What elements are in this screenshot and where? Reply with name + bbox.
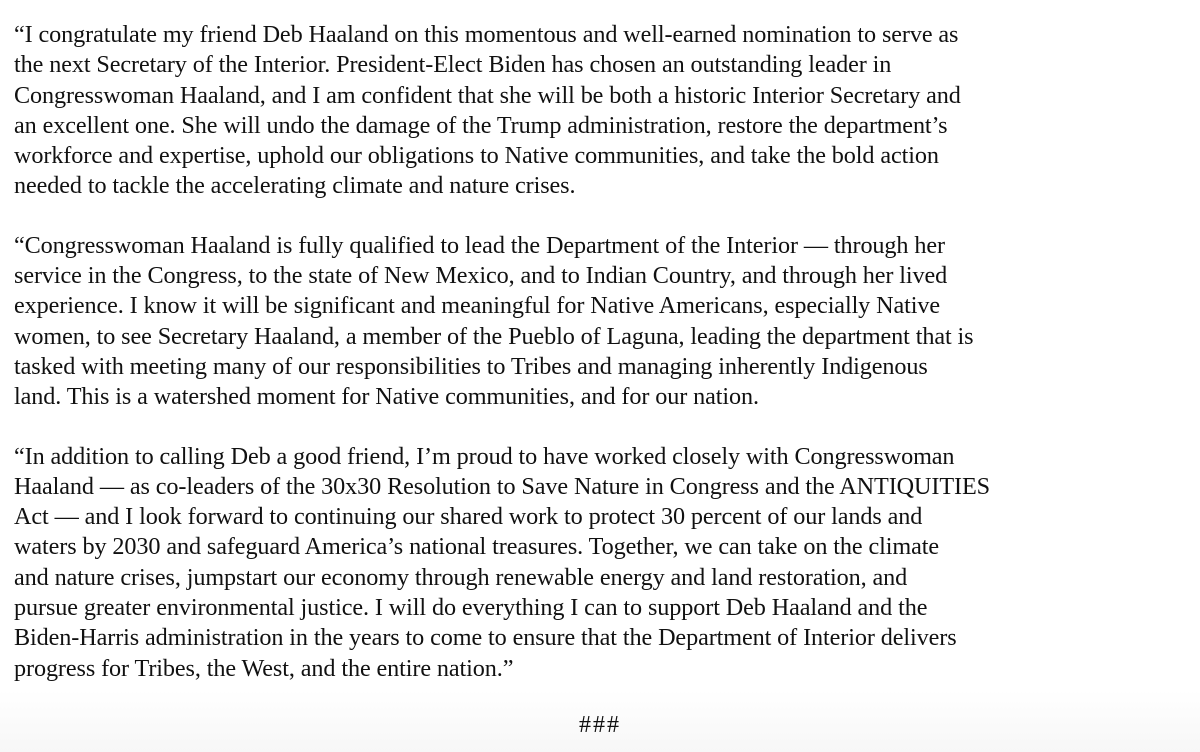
paragraph-shared-work	[14, 442, 1186, 684]
text-line: land. This is a watershed moment for Native communities, and for our nation.	[14, 383, 759, 411]
text-line: Haaland — as co-leaders of the 30x30 Resolution to Save Nature in Congress and the ANTIQUITIES	[14, 472, 991, 500]
text-line: and nature crises, jumpstart our economy through renewable energy and land restoration, and	[14, 563, 908, 591]
text-line: “I congratulate my friend Deb Haaland on this momentous and well-earned nomination to serve as	[14, 21, 959, 48]
end-marker: ###	[579, 712, 621, 738]
paragraph-qualifications	[14, 231, 1186, 413]
text-line: progress for Tribes, the West, and the entire nation.”	[14, 654, 514, 682]
text-line: pursue greater environmental justice. I will do everything I can to support Deb Haaland and the	[14, 594, 928, 622]
text-line: experience. I know it will be significant and meaningful for Native Americans, especially Native	[14, 292, 941, 320]
text-line: waters by 2030 and safeguard America’s national treasures. Together, we can take on the climate	[14, 533, 939, 561]
text-line: tasked with meeting many of our responsibilities to Tribes and managing inherently Indigenous	[14, 352, 928, 380]
text-line: women, to see Secretary Haaland, a member of the Pueblo of Laguna, leading the department that is	[14, 322, 974, 350]
text-line: “Congresswoman Haaland is fully qualified to lead the Department of the Interior — through her	[14, 231, 945, 259]
text-line: Biden-Harris administration in the years to come to ensure that the Department of Interior delivers	[14, 624, 957, 652]
text-line: Congresswoman Haaland, and I am confident that she will be both a historic Interior Secretary and	[14, 81, 961, 109]
text-line: an excellent one. She will undo the damage of the Trump administration, restore the department’s	[14, 111, 948, 139]
text-line: needed to tackle the accelerating climate and nature crises.	[14, 172, 576, 200]
text-line: the next Secretary of the Interior. President-Elect Biden has chosen an outstanding leader in	[14, 51, 892, 79]
text-line: Act — and I look forward to continuing our shared work to protect 30 percent of our lands and	[14, 503, 923, 531]
text-line: workforce and expertise, uphold our obligations to Native communities, and take the bold action	[14, 142, 939, 170]
paragraph-congratulations	[14, 20, 1186, 202]
text-line: “In addition to calling Deb a good friend, I’m proud to have worked closely with Congresswoman	[14, 442, 955, 470]
text-line: service in the Congress, to the state of New Mexico, and to Indian Country, and through her lived	[14, 262, 948, 290]
